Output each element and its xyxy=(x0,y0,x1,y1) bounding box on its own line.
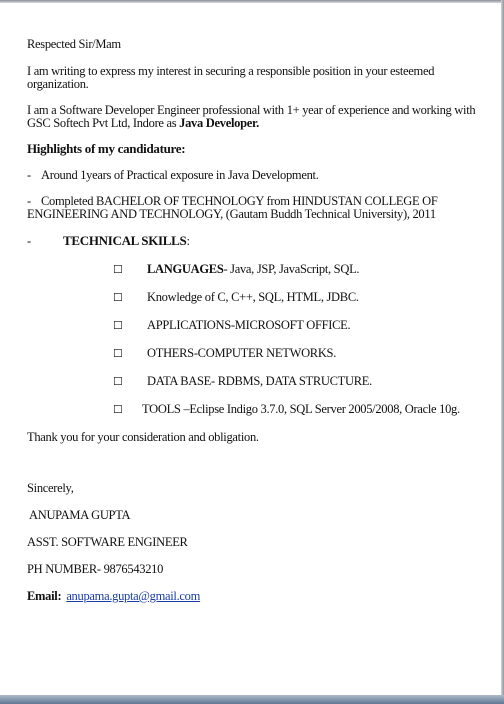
profile-text: I am a Software Developer Engineer professional with 1+ year of experience and working with GSC Softech Pvt Ltd, Indore as xyxy=(27,103,476,130)
technical-skills-heading-row xyxy=(27,234,477,248)
profile-role: Java Developer. xyxy=(179,116,259,130)
skill-item xyxy=(113,291,477,305)
dash-bullet: - xyxy=(27,194,31,208)
highlights-heading: Highlights of my candidature: xyxy=(27,141,186,156)
email-link[interactable]: anupama.gupta@gmail.com xyxy=(66,589,201,603)
thanks-line: Thank you for your consideration and obligation. xyxy=(27,430,259,444)
email-label: Email: xyxy=(27,589,62,603)
signature-block xyxy=(27,482,477,603)
profile-paragraph xyxy=(27,104,477,130)
skill-text xyxy=(147,263,359,276)
skill-item-tools xyxy=(113,403,477,417)
technical-skills-heading: TECHNICAL SKILLS xyxy=(63,233,187,248)
skill-item xyxy=(113,347,477,361)
checkbox-bullet-icon: ☐ xyxy=(113,348,123,360)
checkbox-bullet-icon: ☐ xyxy=(113,320,123,332)
skill-value: OTHERS-COMPUTER NETWORKS. xyxy=(147,346,337,360)
checkbox-bullet-icon: ☐ xyxy=(113,292,123,304)
skill-item xyxy=(113,319,477,333)
window-top-border xyxy=(0,0,504,3)
checkbox-bullet-icon: ☐ xyxy=(113,264,123,276)
checkbox-bullet-icon: ☐ xyxy=(113,404,123,416)
highlight-text: Around 1years of Practical exposure in Java Development. xyxy=(41,168,319,182)
highlight-item xyxy=(27,169,477,182)
skills-list xyxy=(113,263,477,389)
salutation: Respected Sir/Mam xyxy=(27,37,121,51)
window-bottom-border xyxy=(0,695,504,704)
phone-number: PH NUMBER- 9876543210 xyxy=(27,562,164,576)
highlight-text: Completed BACHELOR OF TECHNOLOGY from HINDUSTAN COLLEGE OF ENGINEERING AND TECHNOLOGY, (Gautam Buddh Technical University), 2011 xyxy=(27,194,438,221)
sender-name: ANUPAMA GUPTA xyxy=(29,508,131,522)
skill-label: LANGUAGES xyxy=(147,262,224,276)
sender-title: ASST. SOFTWARE ENGINEER xyxy=(27,535,188,549)
heading-colon: : xyxy=(186,234,190,248)
dash-bullet: - xyxy=(27,234,31,248)
document-page xyxy=(27,38,477,617)
highlight-item xyxy=(27,195,477,221)
intro-paragraph: I am writing to express my interest in securing a responsible position in your esteemed organization. xyxy=(27,64,435,91)
skill-item xyxy=(113,375,477,389)
skill-value: DATA BASE- RDBMS, DATA STRUCTURE. xyxy=(147,374,372,388)
skill-value: Knowledge of C, C++, SQL, HTML, JDBC. xyxy=(147,290,359,304)
closing: Sincerely, xyxy=(27,481,74,495)
dash-bullet: - xyxy=(27,168,31,182)
checkbox-bullet-icon: ☐ xyxy=(113,376,123,388)
skill-item xyxy=(113,263,477,277)
skill-value: - Java, JSP, JavaScript, SQL. xyxy=(223,262,360,276)
skill-value: TOOLS –Eclipse Indigo 3.7.0, SQL Server 2005/2008, Oracle 10g. xyxy=(142,402,460,416)
email-line xyxy=(27,590,477,603)
skill-value: APPLICATIONS-MICROSOFT OFFICE. xyxy=(147,318,351,332)
